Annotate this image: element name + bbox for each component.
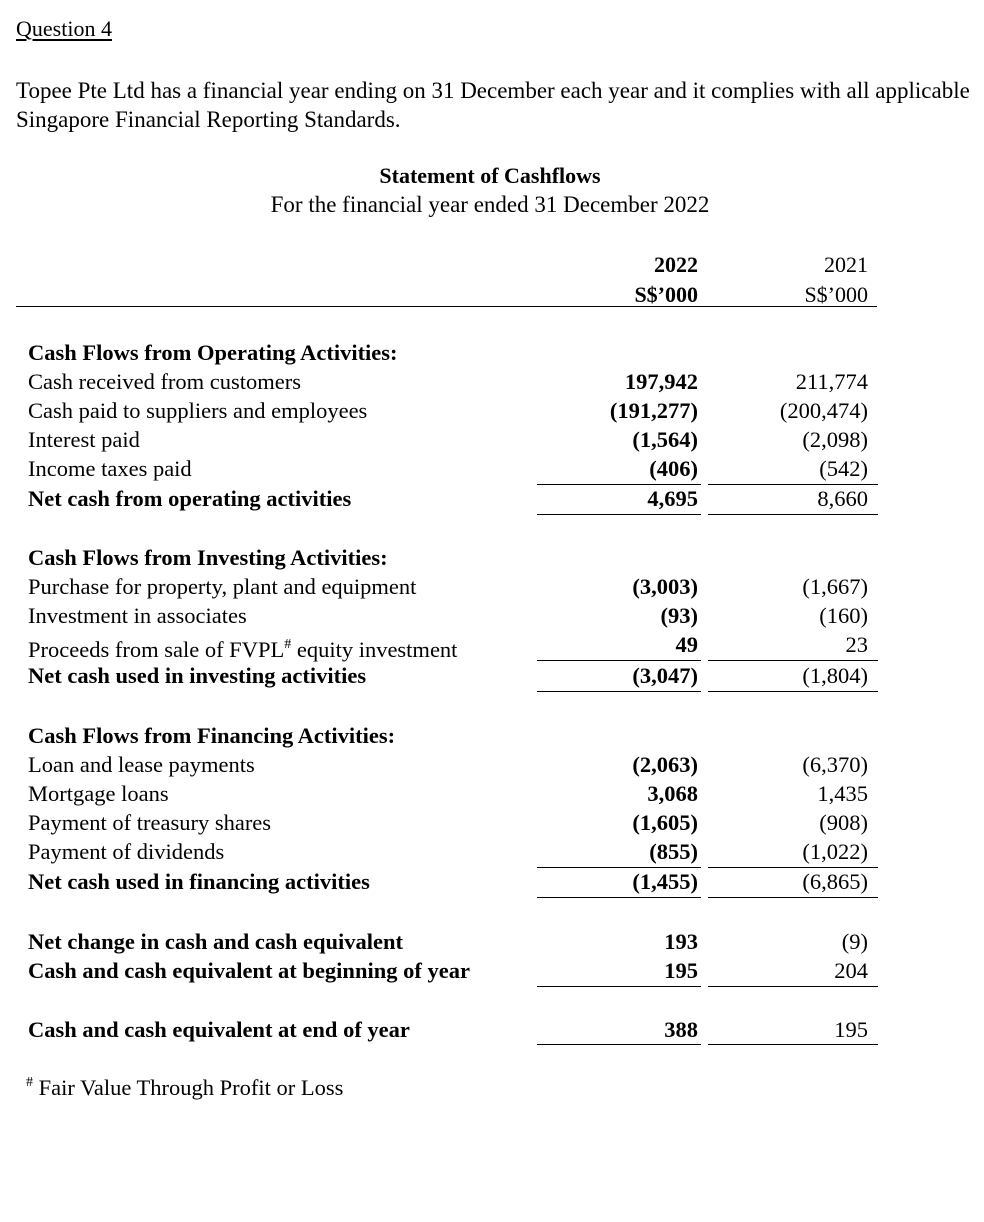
value-2021: 8,660 — [817, 486, 868, 511]
investing-heading: Cash Flows from Investing Activities: — [28, 545, 388, 570]
row-label: Interest paid — [28, 427, 140, 452]
value-2022: (3,003) — [632, 574, 698, 599]
value-2022: (1,455) — [632, 869, 698, 894]
header-rule — [16, 306, 877, 307]
row-label — [28, 630, 457, 664]
value-2021: (542) — [819, 456, 868, 481]
row-label: Income taxes paid — [28, 456, 192, 481]
value-2022: 49 — [675, 632, 698, 657]
value-2022: (3,047) — [632, 663, 698, 688]
value-2021: (908) — [819, 810, 868, 835]
footnote-marker: # — [284, 637, 292, 652]
value-2021: (6,865) — [802, 869, 868, 894]
row-label: Cash received from customers — [28, 369, 302, 394]
value-2021: (160) — [819, 603, 868, 628]
row-label: Loan and lease payments — [28, 752, 255, 777]
value-2021: 1,435 — [817, 781, 868, 806]
value-2022: (2,063) — [632, 752, 698, 777]
total-rule — [537, 691, 701, 692]
value-2022: 4,695 — [647, 486, 698, 511]
value-2022: (855) — [649, 839, 698, 864]
total-rule — [537, 514, 701, 515]
value-2022: 193 — [664, 929, 698, 954]
value-2022: 3,068 — [647, 781, 698, 806]
row-label: Mortgage loans — [28, 781, 169, 806]
value-2022: 388 — [664, 1017, 698, 1042]
total-rule — [708, 691, 878, 692]
total-rule — [537, 897, 701, 898]
row-label-net-change: Net change in cash and cash equivalent — [28, 929, 404, 954]
total-rule — [708, 1044, 878, 1045]
column-unit: S$’000 — [804, 282, 868, 307]
row-label-total: Net cash used in financing activities — [28, 869, 370, 894]
value-2022: (1,564) — [632, 427, 698, 452]
total-rule — [537, 1044, 701, 1045]
value-2022: (93) — [660, 603, 698, 628]
value-2021: (6,370) — [802, 752, 868, 777]
value-2021: 23 — [845, 632, 868, 657]
value-2021: (200,474) — [779, 398, 868, 423]
value-2022: (406) — [649, 456, 698, 481]
total-rule — [708, 514, 878, 515]
row-label-text: Proceeds from sale of FVPL — [28, 637, 285, 662]
column-header-2022 — [578, 250, 698, 310]
row-label: Cash paid to suppliers and employees — [28, 398, 368, 423]
subtotal-rule — [708, 986, 878, 987]
footnote — [26, 1075, 343, 1101]
value-2021: 195 — [834, 1017, 868, 1042]
row-label-text: equity investment — [291, 637, 458, 662]
operating-heading: Cash Flows from Operating Activities: — [28, 340, 398, 365]
value-2022: (1,605) — [632, 810, 698, 835]
row-label: Payment of dividends — [28, 839, 225, 864]
footnote-text: Fair Value Through Profit or Loss — [33, 1075, 344, 1100]
value-2022: 197,942 — [624, 369, 698, 394]
total-rule — [708, 897, 878, 898]
footnote-marker: # — [26, 1075, 33, 1090]
row-label-beginning: Cash and cash equivalent at beginning of year — [28, 958, 470, 983]
financing-heading: Cash Flows from Financing Activities: — [28, 723, 396, 748]
value-2021: (1,667) — [802, 574, 868, 599]
value-2021: (2,098) — [802, 427, 868, 452]
value-2021: 204 — [834, 958, 868, 983]
subtotal-rule — [537, 986, 701, 987]
value-2021: (1,804) — [802, 663, 868, 688]
row-label-ending: Cash and cash equivalent at end of year — [28, 1017, 410, 1042]
column-header-2021 — [748, 250, 868, 310]
value-2021: (9) — [841, 929, 868, 954]
row-label-total: Net cash used in investing activities — [28, 663, 367, 688]
value-2021: (1,022) — [802, 839, 868, 864]
column-year: 2022 — [654, 252, 698, 277]
row-label: Payment of treasury shares — [28, 810, 272, 835]
column-year: 2021 — [824, 252, 868, 277]
statement-subtitle: For the financial year ended 31 December 2022 — [270, 192, 710, 217]
value-2022: (191,277) — [609, 398, 698, 423]
question-title: Question 4 — [16, 16, 112, 41]
column-unit: S$’000 — [634, 282, 698, 307]
row-label: Purchase for property, plant and equipment — [28, 574, 417, 599]
value-2021: 211,774 — [795, 369, 868, 394]
row-label-total: Net cash from operating activities — [28, 486, 352, 511]
statement-title: Statement of Cashflows — [379, 163, 601, 188]
row-label: Investment in associates — [28, 603, 247, 628]
intro-paragraph: Topee Pte Ltd has a financial year ending on 31 December each year and it complies with all applicable Singapore Financial Reporting Standards. — [16, 78, 970, 132]
value-2022: 195 — [664, 958, 698, 983]
